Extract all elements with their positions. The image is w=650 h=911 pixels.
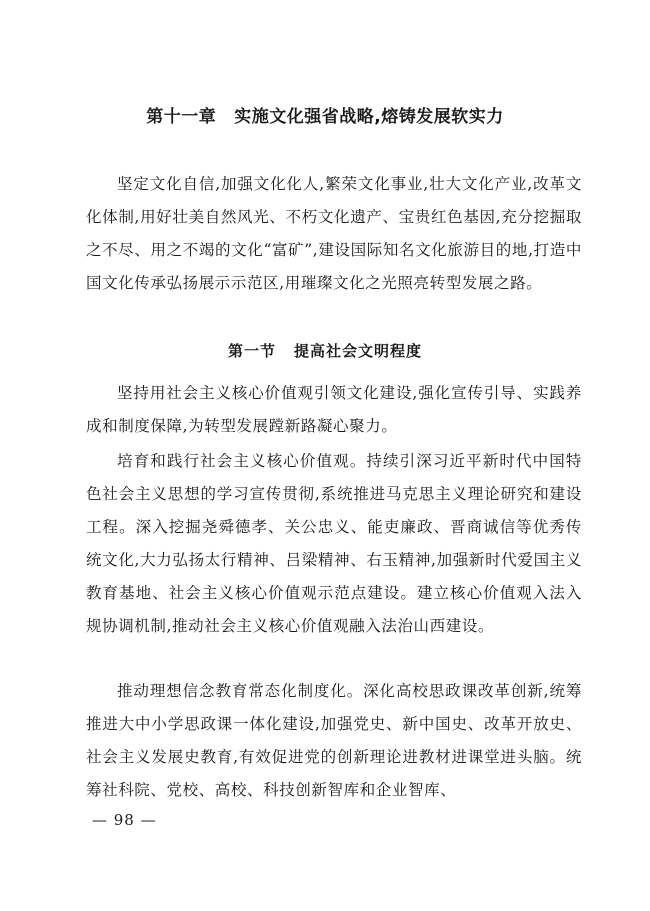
intro-paragraph: 坚定文化自信,加强文化化人,繁荣文化事业,壮大文化产业,改革文化体制,用好壮美自然风光、不朽文化遗产、宝贵红色基因,充分挖掘取之不尽、用之不竭的文化“富矿”,建设国际知名文化旅游目的地,打造中国文化传承弘扬展示示范区,用璀璨文化之光照亮转型发展之路。 bbox=[86, 175, 582, 292]
section-number: 第一节 bbox=[227, 342, 276, 360]
chapter-heading bbox=[0, 104, 650, 130]
section-heading bbox=[0, 339, 650, 363]
chapter-number: 第十一章 bbox=[146, 107, 217, 127]
section-title: 提高社会文明程度 bbox=[294, 342, 423, 360]
body-paragraph: 坚持用社会主义核心价值观引领文化建设,强化宣传引导、实践养成和制度保障,为转型发展蹚新路凝心聚力。 bbox=[86, 384, 582, 435]
chapter-title: 实施文化强省战略,熔铸发展软实力 bbox=[234, 107, 504, 127]
page-number: — 98 — bbox=[92, 811, 157, 829]
body-paragraph: 培育和践行社会主义核心价值观。持续引深习近平新时代中国特色社会主义思想的学习宣传贯彻,系统推进马克思主义理论研究和建设工程。深入挖掘尧舜德孝、关公忠义、能吏廉政、晋商诚信等优秀传统文化,大力弘扬太行精神、吕梁精神、右玉精神,加强新时代爱国主义教育基地、社会主义核心价值观示范点建设。建立核心价值观入法入规协调机制,推动社会主义核心价值观融入法治山西建设。 bbox=[86, 452, 582, 635]
body-paragraph: 推动理想信念教育常态化制度化。深化高校思政课改革创新,统筹推进大中小学思政课一体化建设,加强党史、新中国史、改革开放史、社会主义发展史教育,有效促进党的创新理论进教材进课堂进头脑。统筹社科院、党校、高校、科技创新智库和企业智库、 bbox=[86, 682, 582, 799]
